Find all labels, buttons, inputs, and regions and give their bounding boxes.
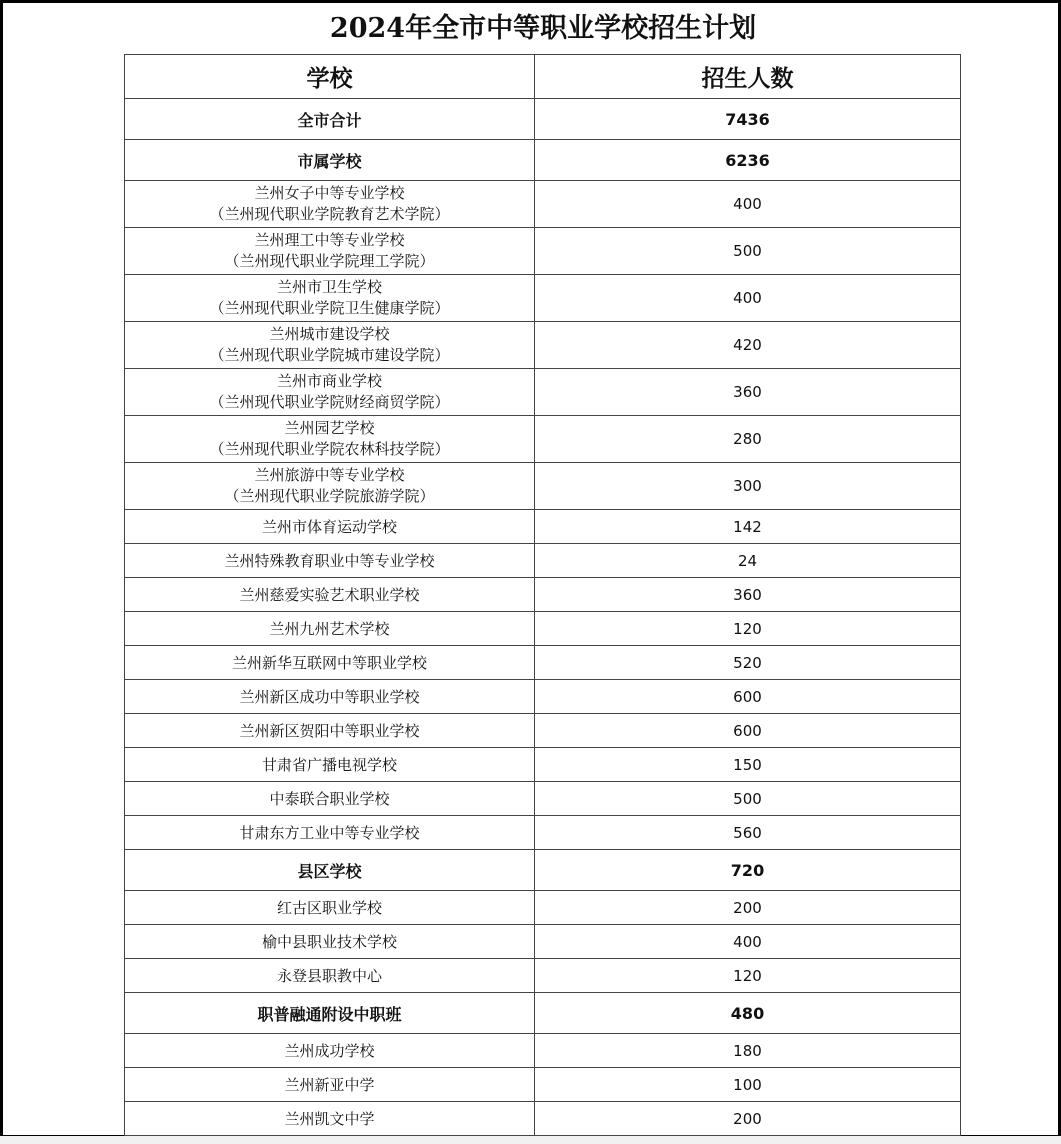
school-subtitle: （兰州现代职业学院农林科技学院）	[209, 440, 450, 458]
enrollment-count: 600	[535, 714, 961, 748]
school-name: 兰州新华互联网中等职业学校	[231, 654, 427, 672]
school-name-cell	[125, 99, 535, 140]
bottom-strip	[0, 1136, 1061, 1144]
school-name-cell	[125, 680, 535, 714]
enrollment-count: 180	[535, 1034, 961, 1068]
school-name-cell	[125, 850, 535, 891]
school-subtitle: （兰州现代职业学院卫生健康学院）	[209, 299, 450, 317]
table-row	[125, 510, 961, 544]
school-name: 兰州新亚中学	[284, 1076, 375, 1094]
table-row	[125, 228, 961, 275]
enrollment-count: 24	[535, 544, 961, 578]
school-name-cell	[125, 369, 535, 416]
table-row-subtotal	[125, 99, 961, 140]
school-name: 兰州慈爱实验艺术职业学校	[239, 586, 420, 604]
school-name: 红古区职业学校	[276, 899, 382, 917]
header-school: 学校	[125, 55, 535, 99]
school-subtitle: （兰州现代职业学院理工学院）	[224, 252, 435, 270]
school-name-cell	[125, 181, 535, 228]
enrollment-count: 520	[535, 646, 961, 680]
school-name-cell	[125, 416, 535, 463]
table-row	[125, 1068, 961, 1102]
enrollment-count: 560	[535, 816, 961, 850]
enrollment-count: 480	[535, 993, 961, 1034]
school-name: 兰州凯文中学	[284, 1110, 375, 1128]
table-row	[125, 578, 961, 612]
enrollment-count: 7436	[535, 99, 961, 140]
school-name: 兰州园艺学校	[284, 419, 375, 437]
enrollment-count: 400	[535, 925, 961, 959]
school-name-cell	[125, 322, 535, 369]
table-row	[125, 680, 961, 714]
school-name: 职普融通附设中职班	[257, 1004, 402, 1024]
enrollment-count: 360	[535, 369, 961, 416]
school-name: 全市合计	[297, 110, 362, 130]
table-row-subtotal	[125, 993, 961, 1034]
table-row	[125, 782, 961, 816]
table-row	[125, 748, 961, 782]
enrollment-count: 150	[535, 748, 961, 782]
school-name-cell	[125, 959, 535, 993]
school-name: 永登县职教中心	[276, 967, 382, 985]
school-name-cell	[125, 1068, 535, 1102]
school-name: 甘肃东方工业中等专业学校	[239, 824, 420, 842]
enrollment-count: 200	[535, 891, 961, 925]
school-name-cell	[125, 140, 535, 181]
table-row	[125, 891, 961, 925]
table-row	[125, 544, 961, 578]
school-name: 县区学校	[297, 861, 362, 881]
enrollment-count: 600	[535, 680, 961, 714]
school-name-cell	[125, 891, 535, 925]
school-name-cell	[125, 748, 535, 782]
enrollment-count: 500	[535, 782, 961, 816]
table-body	[125, 99, 961, 1136]
enrollment-count: 100	[535, 1068, 961, 1102]
school-name: 兰州城市建设学校	[269, 325, 390, 343]
table-row	[125, 959, 961, 993]
enrollment-count: 360	[535, 578, 961, 612]
table-header-row	[125, 55, 961, 99]
school-name-cell	[125, 578, 535, 612]
enrollment-count: 120	[535, 612, 961, 646]
document-page	[3, 3, 1058, 1135]
enrollment-count: 120	[535, 959, 961, 993]
school-subtitle: （兰州现代职业学院旅游学院）	[224, 487, 435, 505]
school-name-cell	[125, 510, 535, 544]
school-name-cell	[125, 275, 535, 322]
enrollment-count: 300	[535, 463, 961, 510]
school-name-cell	[125, 993, 535, 1034]
school-name: 兰州市商业学校	[276, 372, 382, 390]
school-name-cell	[125, 925, 535, 959]
table-row-subtotal	[125, 140, 961, 181]
table-row	[125, 646, 961, 680]
table-row	[125, 322, 961, 369]
enrollment-count: 400	[535, 181, 961, 228]
school-name: 中泰联合职业学校	[269, 790, 390, 808]
school-name: 甘肃省广播电视学校	[261, 756, 397, 774]
school-name: 兰州特殊教育职业中等专业学校	[224, 552, 435, 570]
table-row	[125, 612, 961, 646]
school-name: 兰州女子中等专业学校	[254, 184, 405, 202]
school-name-cell	[125, 544, 535, 578]
school-name: 兰州新区贺阳中等职业学校	[239, 722, 420, 740]
table-row	[125, 1034, 961, 1068]
school-name-cell	[125, 816, 535, 850]
enrollment-count: 200	[535, 1102, 961, 1136]
table-row	[125, 925, 961, 959]
school-name: 市属学校	[297, 151, 362, 171]
table-row-subtotal	[125, 850, 961, 891]
school-subtitle: （兰州现代职业学院城市建设学院）	[209, 346, 450, 364]
school-subtitle: （兰州现代职业学院教育艺术学院）	[209, 205, 450, 223]
school-subtitle: （兰州现代职业学院财经商贸学院）	[209, 393, 450, 411]
table-row	[125, 816, 961, 850]
enrollment-table	[124, 54, 961, 1136]
school-name-cell	[125, 612, 535, 646]
enrollment-count: 280	[535, 416, 961, 463]
table-row	[125, 275, 961, 322]
enrollment-count: 720	[535, 850, 961, 891]
enrollment-count: 142	[535, 510, 961, 544]
school-name: 兰州理工中等专业学校	[254, 231, 405, 249]
school-name: 榆中县职业技术学校	[261, 933, 397, 951]
school-name-cell	[125, 463, 535, 510]
school-name: 兰州成功学校	[284, 1042, 375, 1060]
table-row	[125, 714, 961, 748]
school-name: 兰州市卫生学校	[276, 278, 382, 296]
table-row	[125, 369, 961, 416]
enrollment-count: 6236	[535, 140, 961, 181]
enrollment-count: 500	[535, 228, 961, 275]
school-name: 兰州九州艺术学校	[269, 620, 390, 638]
school-name-cell	[125, 1034, 535, 1068]
enrollment-count: 400	[535, 275, 961, 322]
school-name: 兰州新区成功中等职业学校	[239, 688, 420, 706]
table-row	[125, 181, 961, 228]
school-name: 兰州旅游中等专业学校	[254, 466, 405, 484]
school-name-cell	[125, 1102, 535, 1136]
school-name-cell	[125, 646, 535, 680]
table-row	[125, 463, 961, 510]
school-name-cell	[125, 782, 535, 816]
enrollment-count: 420	[535, 322, 961, 369]
header-count: 招生人数	[535, 55, 961, 99]
school-name: 兰州市体育运动学校	[261, 518, 397, 536]
table-row	[125, 1102, 961, 1136]
school-name-cell	[125, 228, 535, 275]
table-row	[125, 416, 961, 463]
school-name-cell	[125, 714, 535, 748]
page-title: 2024年全市中等职业学校招生计划	[329, 13, 757, 44]
